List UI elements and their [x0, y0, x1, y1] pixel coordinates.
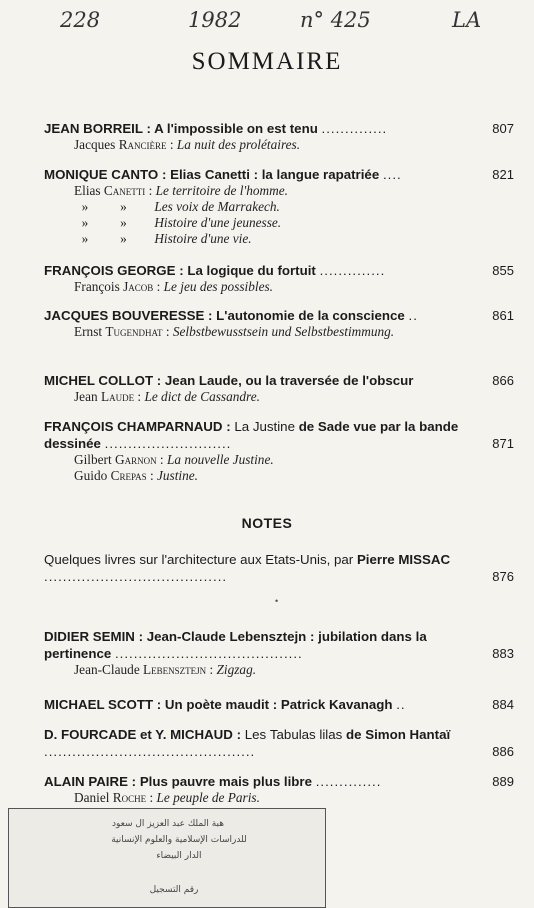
entry-author: MONIQUE CANTO	[44, 167, 159, 182]
entry-title: L'autonomie de la conscience	[216, 308, 405, 323]
entry-title: Elias Canetti : la langue rapatriée	[170, 167, 380, 182]
note-author: DIDIER SEMIN	[44, 629, 135, 644]
stamp-line: رقم التسجيل	[149, 885, 199, 895]
entry-author: FRANÇOIS GEORGE	[44, 263, 176, 278]
note-text: Quelques livres sur l'architecture aux Etats-Unis, par	[44, 552, 354, 567]
entry-title-emphasis: Justine	[252, 419, 295, 434]
note-page-number: 889	[492, 774, 514, 789]
reviewed-work: Ernst Tugendhat : Selbstbewusstsein und Selbstbestimmung.	[74, 324, 395, 339]
note-title: Jean-Claude Lebensztejn : jubilation dans la pertinence	[44, 629, 427, 661]
toc-entry	[44, 418, 514, 484]
note-heading: Quelques livres sur l'architecture aux Etats-Unis, par Pierre MISSAC ....................................... 876	[44, 552, 514, 584]
toc-entry	[44, 166, 514, 247]
note-author: ALAIN PAIRE	[44, 774, 128, 789]
note-heading: ALAIN PAIRE : Plus pauvre mais plus libre .............. 889	[44, 774, 514, 789]
handwritten-number-left: 228	[60, 8, 101, 32]
entry-title: A l'impossible on est tenu	[154, 121, 318, 136]
handwritten-issue-number: n° 425	[300, 8, 371, 32]
entry-heading: FRANÇOIS CHAMPARNAUD : La Justine de Sade vue par la bande dessinée ........................... 871	[44, 419, 514, 451]
toc-entry	[44, 307, 514, 340]
stamp-line: هبة الملك عبد العزيز آل سعود	[111, 819, 224, 829]
reviewed-work: » » Les voix de Marrakech.	[81, 199, 280, 214]
note-author: MICHAEL SCOTT	[44, 697, 154, 712]
stamp-line: للدراسات الإسلامية والعلوم الإنسانية	[111, 835, 247, 845]
note-author: Pierre MISSAC	[356, 552, 451, 567]
entry-page-number: 855	[492, 263, 514, 278]
toc-note	[44, 628, 514, 678]
entry-author: FRANÇOIS CHAMPARNAUD	[44, 419, 223, 434]
toc-entry	[44, 262, 514, 295]
reviewed-work: » » Histoire d'une vie.	[81, 231, 252, 246]
note-title: Plus pauvre mais plus libre	[139, 774, 312, 789]
note-heading: DIDIER SEMIN : Jean-Claude Lebensztejn : jubilation dans la pertinence ........................................ 883	[44, 629, 514, 661]
toc-note	[44, 726, 514, 760]
library-stamp	[8, 808, 326, 908]
toc-note	[44, 696, 514, 713]
entry-heading: MONIQUE CANTO : Elias Canetti : la langue rapatriée .... 821	[44, 167, 514, 182]
entry-heading: JEAN BORREIL : A l'impossible on est tenu .............. 807	[44, 121, 514, 136]
separator-mark: •	[275, 596, 279, 606]
note-heading: MICHAEL SCOTT : Un poète maudit : Patrick Kavanagh .. 884	[44, 697, 514, 712]
reviewed-work: Jean Laude : Le dict de Cassandre.	[74, 389, 260, 404]
page-title: SOMMAIRE	[191, 48, 343, 75]
entry-title: Jean Laude, ou la traversée de l'obscur	[164, 373, 414, 388]
handwritten-year: 1982	[188, 8, 242, 32]
reviewed-work: Elias Canetti : Le territoire de l'homme.	[74, 183, 288, 198]
reviewed-work: Guido Crepas : Justine.	[74, 468, 198, 483]
note-page-number: 876	[492, 569, 514, 584]
notes-heading: NOTES	[241, 515, 293, 531]
note-title-emphasis: Tabulas lilas	[269, 727, 343, 742]
entry-heading: FRANÇOIS GEORGE : La logique du fortuit .............. 855	[44, 263, 514, 278]
toc-note	[44, 773, 514, 806]
note-heading: D. FOURCADE et Y. MICHAUD : Les Tabulas lilas de Simon Hantaï ............................................. 886	[44, 727, 514, 759]
note-page-number: 883	[492, 646, 514, 661]
reviewed-work: Jacques Rancière : La nuit des prolétaires.	[74, 137, 301, 152]
entry-page-number: 821	[492, 167, 514, 182]
toc-entry	[44, 120, 514, 153]
entry-page-number: 866	[492, 373, 514, 388]
note-page-number: 884	[492, 697, 514, 712]
entry-page-number: 871	[492, 436, 514, 451]
entry-heading: JACQUES BOUVERESSE : L'autonomie de la conscience .. 861	[44, 308, 514, 323]
entry-author: MICHEL COLLOT	[44, 373, 154, 388]
entry-page-number: 807	[492, 121, 514, 136]
reviewed-work: François Jacob : Le jeu des possibles.	[74, 279, 273, 294]
reviewed-work: Jean-Claude Lebensztejn : Zigzag.	[74, 662, 257, 677]
entry-page-number: 861	[492, 308, 514, 323]
entry-heading: MICHEL COLLOT : Jean Laude, ou la traversée de l'obscur 866	[44, 373, 514, 388]
entry-title: de Sade vue par la bande dessinée	[44, 419, 459, 451]
entry-author: JEAN BORREIL	[44, 121, 143, 136]
reviewed-work: Daniel Roche : Le peuple de Paris.	[74, 790, 260, 805]
handwritten-initials: LA	[452, 8, 482, 32]
entry-title: La logique du fortuit	[187, 263, 316, 278]
note-page-number: 886	[492, 744, 514, 759]
note-title: Un poète maudit : Patrick Kavanagh	[164, 697, 393, 712]
reviewed-work: Gilbert Garnon : La nouvelle Justine.	[74, 452, 274, 467]
note-title: de Simon Hantaï	[346, 727, 451, 742]
note-author: D. FOURCADE et Y. MICHAUD	[44, 727, 233, 742]
toc-note	[44, 551, 514, 585]
entry-author: JACQUES BOUVERESSE	[44, 308, 205, 323]
stamp-line: الدار البيضاء	[156, 851, 202, 861]
toc-entry	[44, 372, 514, 405]
reviewed-work: » » Histoire d'une jeunesse.	[81, 215, 282, 230]
